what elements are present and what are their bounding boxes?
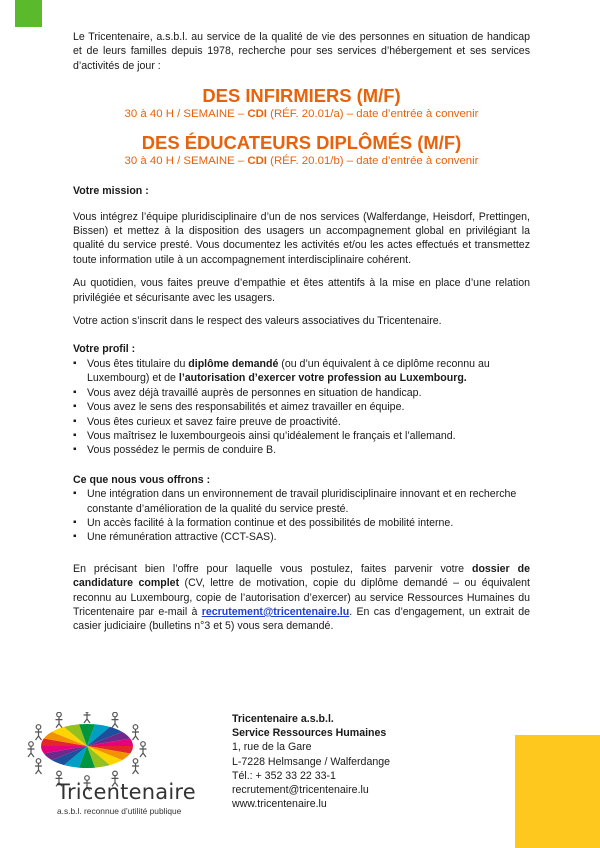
green-corner-square bbox=[15, 0, 42, 27]
person-figure bbox=[35, 725, 42, 740]
logo-tagline: a.s.b.l. reconnue d’utilité publique bbox=[57, 806, 182, 816]
parachute-canopy-icon bbox=[41, 724, 133, 768]
person-figure bbox=[140, 742, 147, 757]
footer-city: L-7228 Helmsange / Walferdange bbox=[232, 755, 391, 768]
job-title-infirmiers: DES INFIRMIERS (M/F) bbox=[202, 85, 401, 107]
list-item: ▪ Un accès facilité à la formation continue et des possibilités de mobilité interne. bbox=[73, 516, 530, 530]
list-item: ▪ Vous avez le sens des responsabilités et aimez travailler en équipe. bbox=[73, 400, 530, 414]
job-contract: CDI bbox=[247, 108, 267, 121]
list-item: ▪ Vous possédez le permis de conduire B. bbox=[73, 443, 530, 457]
job-details-educateurs bbox=[73, 154, 530, 169]
list-item: ▪ Vous êtes curieux et savez faire preuve de proactivité. bbox=[73, 415, 530, 429]
job-hours: 30 à 40 H / SEMAINE – bbox=[124, 108, 248, 121]
person-figure bbox=[56, 712, 63, 727]
job-offer-content bbox=[73, 30, 530, 634]
list-item: ▪ Vous maîtrisez le luxembourgeois ainsi qu’idéalement le français et l’allemand. bbox=[73, 429, 530, 443]
mission-title: Votre mission : bbox=[73, 185, 149, 198]
footer-website: www.tricentenaire.lu bbox=[232, 798, 327, 811]
footer-address bbox=[232, 712, 390, 811]
footer-email: recrutement@tricentenaire.lu bbox=[232, 784, 369, 797]
person-figure bbox=[132, 759, 139, 774]
list-item: ▪ Vous avez déjà travaillé auprès de personnes en situation de handicap. bbox=[73, 386, 530, 400]
job-infirmiers bbox=[73, 85, 530, 122]
recruitment-email-link[interactable]: recrutement@tricentenaire.lu bbox=[201, 605, 350, 618]
mission-paragraph-3: Votre action s’inscrit dans le respect des valeurs associatives du Tricentenaire. bbox=[73, 315, 442, 328]
person-figure bbox=[35, 759, 42, 774]
person-figure bbox=[132, 725, 139, 740]
footer-phone: Tél.: + 352 33 22 33-1 bbox=[232, 769, 336, 782]
offre-title: Ce que nous vous offrons : bbox=[73, 473, 211, 486]
footer-dept: Service Ressources Humaines bbox=[232, 727, 387, 740]
mission-paragraph-1: Vous intégrez l’équipe pluridisciplinaire d’un de nos services (Walferdange, Heisdorf, Prettingen, Bissen) et mettez à la disposition des usagers un accompagnement global en privilégiant la qualité du service presté. Vous documentez les activités et/ou les actes effectués et transmettez toute information utile à un accompagnement interdisciplinaire cohérent. bbox=[73, 210, 530, 266]
yellow-corner-square bbox=[515, 735, 600, 848]
person-figure bbox=[28, 742, 35, 757]
application-instructions: En précisant bien l’offre pour laquelle vous postulez, faites parvenir votre dossier de candidature complet (CV, lettre de motivation, copie du diplôme demandé – ou équivalent reconnu au Luxembourg, copie de l’autorisation d’exercer) au service Ressources Humaines du Tricentenaire par e-mail à recrutement@tricentenaire.lu. En cas d’engagement, un extrait de casier judiciaire (bulletins n°3 et 5) vous sera demandé. bbox=[73, 562, 531, 633]
profil-title: Votre profil : bbox=[73, 343, 136, 356]
mission-paragraph-2: Au quotidien, vous faites preuve d’empathie et êtes attentifs à la mise en place d’une relation privilégiée et sécurisante avec les usagers. bbox=[73, 277, 530, 304]
job-educateurs bbox=[73, 132, 530, 169]
job-details-infirmiers bbox=[73, 107, 530, 122]
footer-street: 1, rue de la Gare bbox=[232, 741, 312, 754]
person-figure bbox=[112, 712, 119, 727]
intro-text: Le Tricentenaire, a.s.b.l. au service de la qualité de vie des personnes en situation de handicap et de leurs familles depuis 1978, recherche pour ses services d’hébergement et ses services d’activités de jour : bbox=[73, 31, 530, 72]
list-item: ▪ Vous êtes titulaire du diplôme demandé (ou d’un équivalent à ce diplôme reconnu au Luxembourg) et de l’autorisation d’exercer votre profession au Luxembourg. bbox=[73, 357, 530, 386]
list-item: ▪ Une intégration dans un environnement de travail pluridisciplinaire innovant et en recherche constante d’amélioration de la qualité du service presté. bbox=[73, 487, 530, 516]
footer-org: Tricentenaire a.s.b.l. bbox=[232, 713, 334, 725]
job-contract: CDI bbox=[247, 155, 267, 168]
logo-name: Tricentenaire bbox=[57, 780, 196, 804]
job-title-educateurs: DES ÉDUCATEURS DIPLÔMÉS (M/F) bbox=[141, 132, 462, 154]
list-item: ▪ Une rémunération attractive (CCT-SAS). bbox=[73, 530, 530, 544]
job-ref: (RÉF. 20.01/b) – date d’entrée à convenir bbox=[266, 155, 479, 168]
profil-list bbox=[73, 357, 530, 458]
job-ref: (RÉF. 20.01/a) – date d’entrée à convenir bbox=[266, 108, 479, 121]
job-hours: 30 à 40 H / SEMAINE – bbox=[124, 155, 248, 168]
offre-list bbox=[73, 487, 530, 545]
person-figure bbox=[84, 712, 91, 723]
